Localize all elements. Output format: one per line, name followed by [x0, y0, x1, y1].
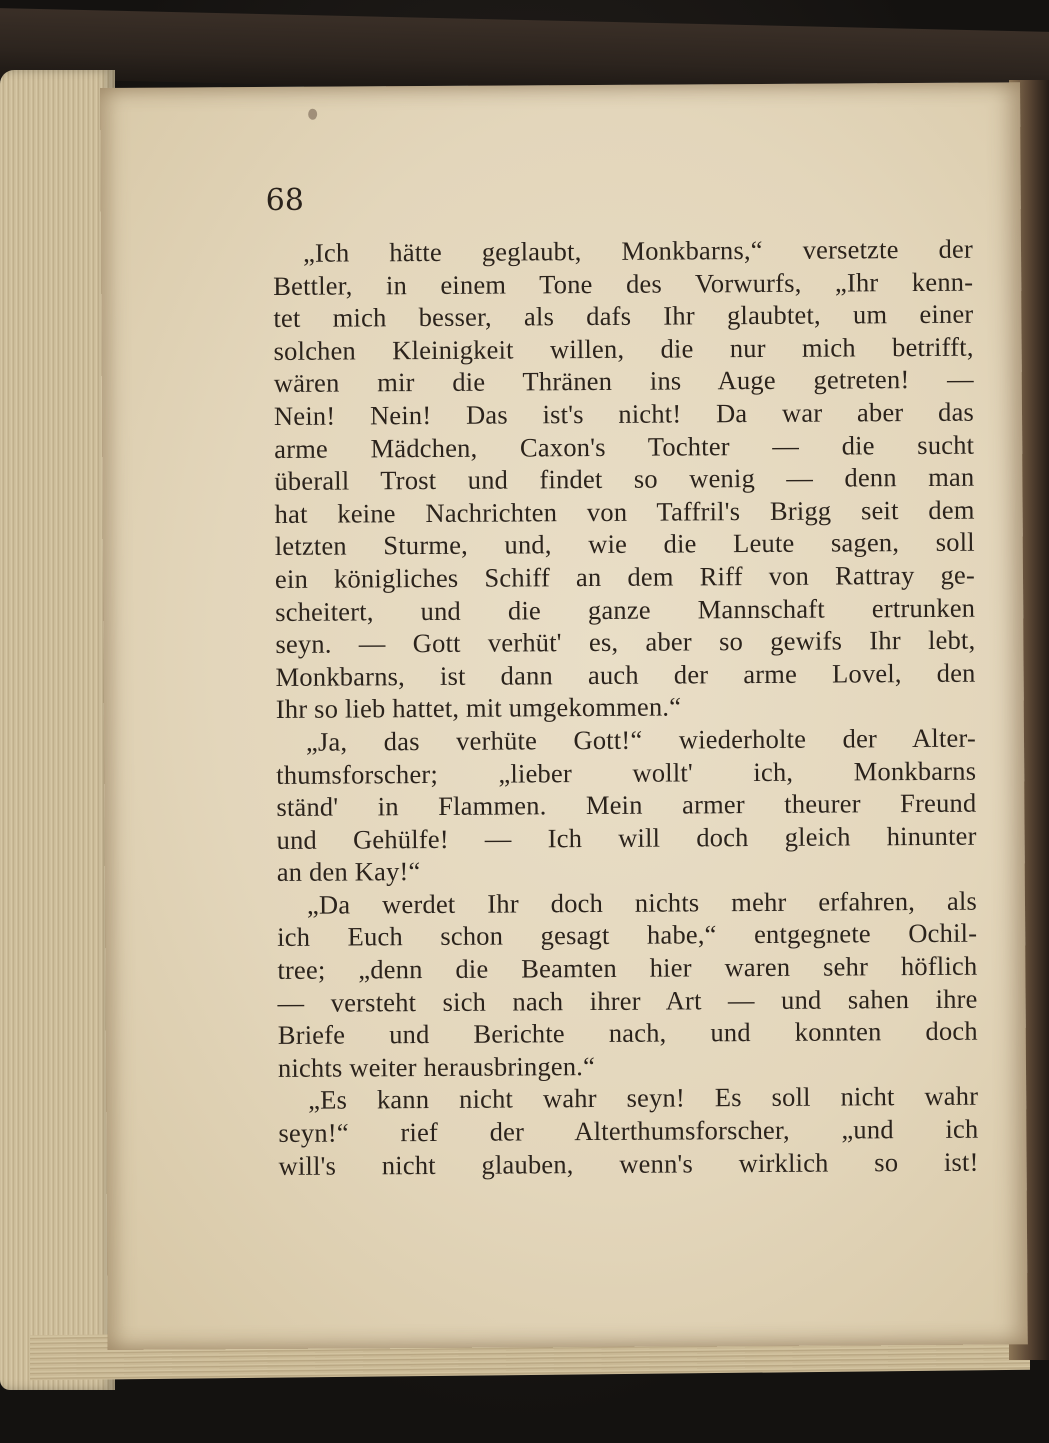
text-line: Briefe und Berichte nach, und konnten doch	[277, 1015, 978, 1051]
text-line: überall Trost und findet so wenig — denn man	[274, 461, 975, 497]
text-line: scheitert, und die ganze Mannschaft ertrunken	[275, 592, 976, 627]
text-line: Bettler, in einem Tone des Vorwurfs, „Ihr kenn-	[273, 266, 974, 301]
text-line: tree; „denn die Beamten hier waren sehr höflich	[277, 950, 978, 985]
page-edges-left	[0, 70, 115, 1390]
text-line: seyn!“ rief der Alterthumsforscher, „und ich	[278, 1113, 979, 1148]
text-line: und Gehülfe! — Ich will doch gleich hinunter	[276, 820, 977, 855]
text-line: „Es kann nicht wahr seyn! Es soll nicht wahr	[308, 1081, 979, 1116]
text-line: „Da werdet Ihr doch nichts mehr erfahren, als	[306, 885, 978, 920]
page-number: 68	[265, 182, 304, 218]
text-line: Monkbarns, ist dann auch der arme Lovel, den	[275, 657, 976, 692]
text-line: letzten Sturme, und, wie die Leute sagen, soll	[274, 527, 975, 562]
text-line: seyn. — Gott verhüt' es, aber so gewifs Ihr lebt,	[275, 624, 976, 660]
text-line: tet mich besser, als dafs Ihr glaubtet, um einer	[273, 298, 974, 334]
text-line: will's nicht glauben, wenn's wirklich so ist!	[278, 1146, 979, 1181]
text-line: ich Euch schon gesagt habe,“ entgegnete Ochil-	[277, 918, 978, 953]
text-line: ständ' in Flammen. Mein armer theurer Freund	[276, 787, 977, 823]
text-line: Nein! Nein! Das ist's nicht! Da war aber das	[273, 396, 975, 431]
text-line: solchen Kleinigkeit willen, die nur mich betrifft,	[273, 331, 974, 366]
text-line: arme Mädchen, Caxon's Tochter — die sucht	[274, 429, 975, 464]
ink-spot	[308, 109, 317, 120]
text-line: an den Kay!“	[276, 856, 421, 888]
text-line: nichts weiter herausbringen.“	[277, 1050, 596, 1083]
text-line: ein königliches Schiff an dem Riff von Rattray ge-	[274, 559, 976, 594]
text-line: hat keine Nachrichten von Taffril's Brigg seit dem	[274, 494, 975, 529]
text-line: „Ich hätte geglaubt, Monkbarns,“ versetzte der	[302, 233, 974, 268]
body-text	[273, 233, 979, 1182]
text-line: thumsforscher; „lieber wollt' ich, Monkbarns	[276, 755, 977, 790]
text-line: Ihr so lieb hattet, mit umgekommen.“	[275, 691, 682, 725]
text-line: — versteht sich nach ihrer Art — und sahen ihre	[277, 983, 978, 1018]
book-page	[100, 82, 1028, 1350]
text-line: „Ja, das verhüte Gott!“ wiederholte der Alter-	[305, 722, 977, 757]
text-line: wären mir die Thränen ins Auge getreten! —	[273, 364, 974, 399]
